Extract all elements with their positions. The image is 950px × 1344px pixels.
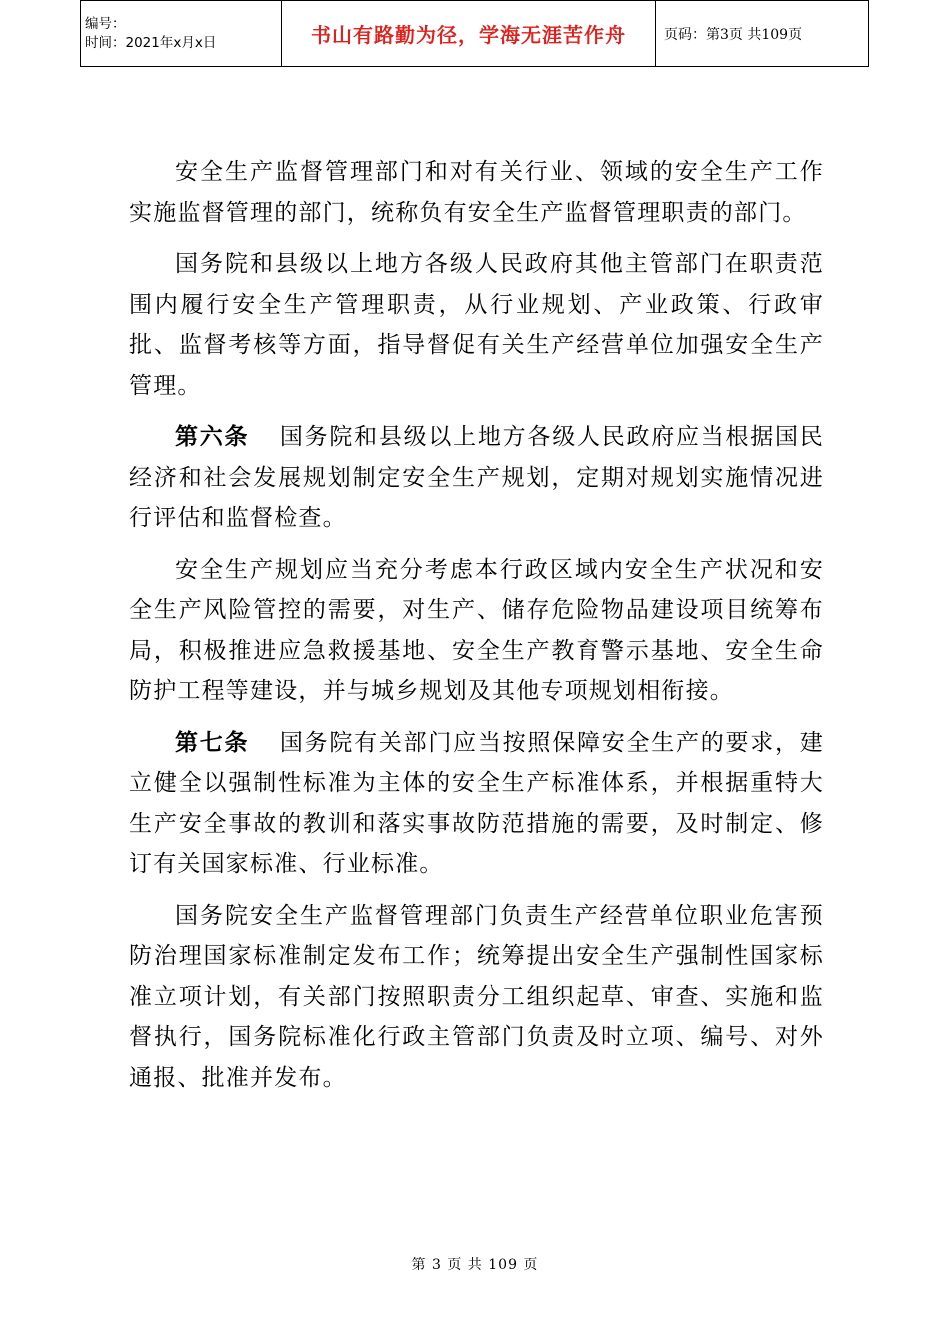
- paragraph: [129, 723, 824, 885]
- paragraph: [129, 244, 824, 406]
- paragraph: [129, 550, 824, 712]
- paragraph-text: 国务院和县级以上地方各级人民政府应当根据国民经济和社会发展规划制定安全生产规划，定期对规划实施情况进行评估和监督检查。: [129, 424, 824, 531]
- document-body: [129, 152, 824, 1109]
- paragraph-text: 国务院和县级以上地方各级人民政府其他主管部门在职责范围内履行安全生产管理职责，从行业规划、产业政策、行政审批、监督考核等方面，指导督促有关生产经营单位加强安全生产管理。: [129, 251, 824, 399]
- document-date: 时间：2021年x月x日: [85, 34, 217, 51]
- paragraph: [129, 417, 824, 539]
- header-meta: [81, 1, 282, 67]
- page-header: [80, 0, 869, 67]
- article-heading: 第六条: [175, 424, 250, 450]
- paragraph-text: 国务院安全生产监督管理部门负责生产经营单位职业危害预防治理国家标准制定发布工作；统筹提出安全生产强制性国家标准立项计划，有关部门按照职责分工组织起草、审查、实施和监督执行，国务院标准化行政主管部门负责及时立项、编号、对外通报、批准并发布。: [129, 902, 824, 1091]
- header-motto: 书山有路勤为径，学海无涯苦作舟: [282, 1, 656, 67]
- header-page-info: 页码：第3页 共109页: [656, 1, 869, 67]
- paragraph: [129, 896, 824, 1099]
- paragraph-text: 安全生产监督管理部门和对有关行业、领域的安全生产工作实施监督管理的部门，统称负有安全生产监督管理职责的部门。: [129, 159, 824, 226]
- article-heading: 第七条: [175, 729, 250, 756]
- page-footer: 第 3 页 共 109 页: [411, 1257, 539, 1273]
- document-number: 编号：: [85, 15, 126, 32]
- paragraph-text: 国务院有关部门应当按照保障安全生产的要求，建立健全以强制性标准为主体的安全生产标准体系，并根据重特大生产安全事故的教训和落实事故防范措施的需要，及时制定、修订有关国家标准、行业标准。: [129, 729, 824, 877]
- paragraph: [129, 152, 824, 233]
- paragraph-text: 安全生产规划应当充分考虑本行政区域内安全生产状况和安全生产风险管控的需要，对生产、储存危险物品建设项目统筹布局，积极推进应急救援基地、安全生产教育警示基地、安全生命防护工程等建设，并与城乡规划及其他专项规划相衔接。: [129, 556, 824, 704]
